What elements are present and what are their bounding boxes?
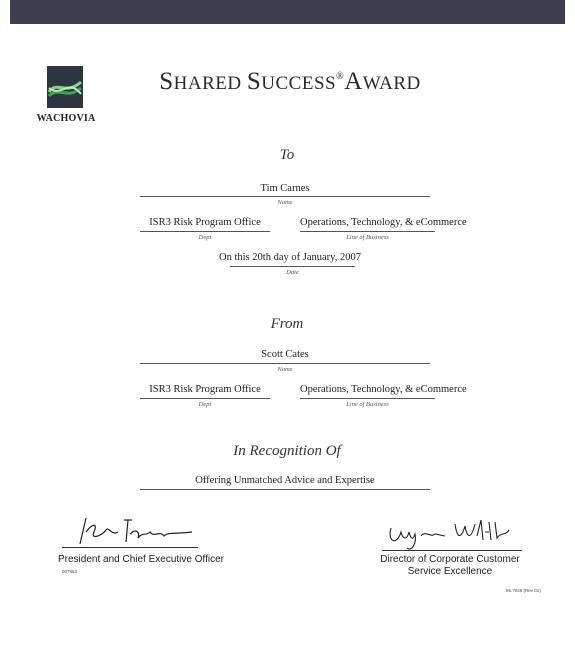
form-code: 56.7049 (Rev 01): [506, 588, 541, 593]
to-dept: ISR3 Risk Program Office: [149, 217, 261, 228]
director-signature-line: [382, 550, 522, 551]
ceo-code: 007863: [62, 569, 78, 574]
recognition-text: Offering Unmatched Advice and Expertise: [195, 475, 375, 486]
to-lob: Operations, Technology, & eCommerce: [300, 217, 467, 228]
top-scan-bar: [10, 0, 565, 24]
director-title-line2: Service Excellence: [407, 566, 493, 577]
ceo-title: President and Chief Executive Officer: [58, 554, 225, 565]
from-lob: Operations, Technology, & eCommerce: [300, 384, 467, 395]
ceo-signature-line: [62, 547, 198, 548]
to-date-caption: Date: [286, 269, 299, 276]
to-dept-caption: Dept: [198, 234, 212, 241]
to-name-caption: Name: [277, 199, 293, 206]
director-title-line1: Director of Corporate Customer: [380, 554, 520, 565]
to-lob-caption: Line of Business: [346, 234, 389, 241]
from-name-line: [140, 363, 430, 364]
to-date-line: [230, 266, 355, 267]
from-heading: From: [270, 316, 304, 332]
recognition-heading: In Recognition Of: [233, 443, 341, 459]
to-dept-line: [140, 231, 270, 232]
from-dept: ISR3 Risk Program Office: [149, 384, 261, 395]
director-signature: [385, 518, 515, 557]
to-heading: To: [279, 147, 295, 163]
from-lob-caption: Line of Business: [346, 401, 389, 408]
from-dept-caption: Dept: [198, 401, 212, 408]
wachovia-logo-icon: [47, 66, 83, 108]
award-title: SHARED SUCCESS®AWARD: [159, 68, 421, 95]
to-lob-line: [300, 231, 435, 232]
from-lob-line: [300, 398, 435, 399]
wachovia-logo-text: WACHOVIA: [36, 113, 96, 124]
from-name: Scott Cates: [261, 349, 309, 360]
from-name-caption: Name: [277, 366, 293, 373]
to-name: Tim Carnes: [260, 183, 310, 194]
recognition-line: [140, 489, 430, 490]
to-name-line: [140, 196, 430, 197]
to-date: On this 20th day of January, 2007: [219, 252, 361, 263]
ceo-signature: [72, 514, 202, 555]
from-dept-line: [140, 398, 270, 399]
